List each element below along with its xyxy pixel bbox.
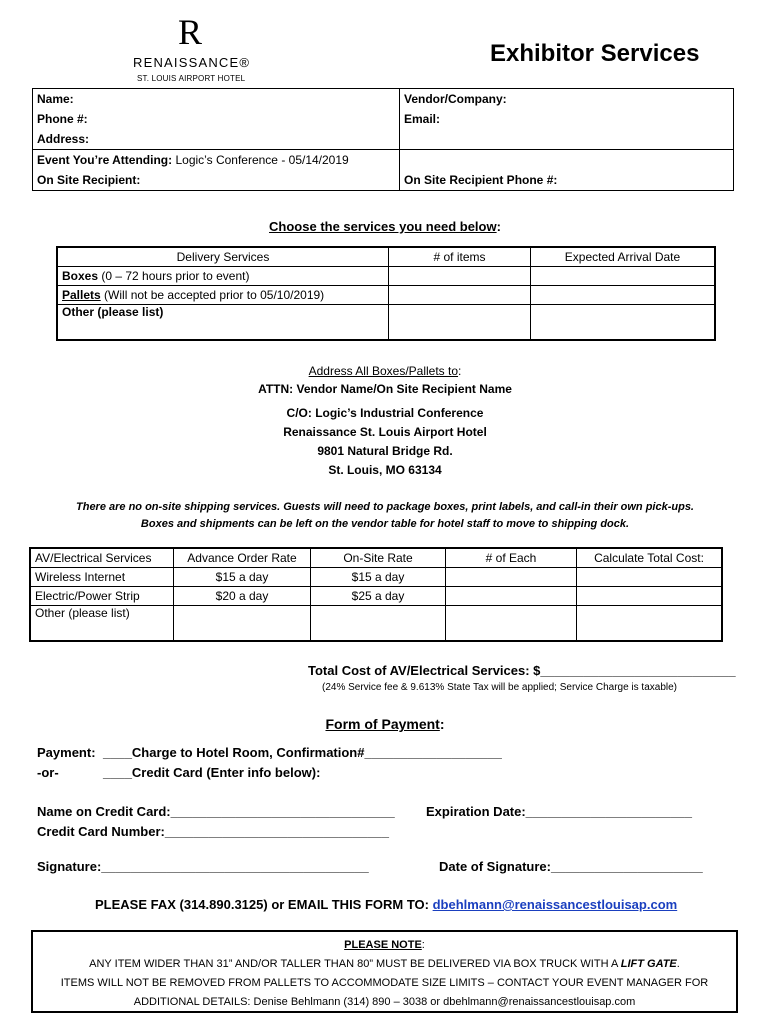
pallets-arrival-field[interactable] xyxy=(531,286,716,305)
av-row-label[interactable]: Other (please list) xyxy=(30,606,174,642)
av-total-field[interactable] xyxy=(577,606,723,642)
signature-date-field[interactable]: Date of Signature:_____________________ xyxy=(439,859,703,874)
contact-info-table xyxy=(32,88,734,191)
payment-heading: Form of Payment: xyxy=(325,716,445,732)
expiration-field[interactable]: Expiration Date:_______________________ xyxy=(426,804,692,819)
email-link[interactable]: dbehlmann@renaissancestlouisap.com xyxy=(432,897,678,912)
shipping-note: There are no on-site shipping services. Guests will need to package boxes, print labels, and call-in their own pick-ups. xyxy=(76,501,694,513)
recipient-label[interactable]: On Site Recipient: xyxy=(33,170,400,191)
av-services-table xyxy=(29,547,723,642)
av-header-onsite: On-Site Rate xyxy=(311,548,446,568)
other-items-field[interactable] xyxy=(389,305,531,341)
av-count-field[interactable] xyxy=(446,587,577,606)
av-total-field[interactable] xyxy=(577,568,723,587)
av-header-advance: Advance Order Rate xyxy=(174,548,311,568)
pallets-items-field[interactable] xyxy=(389,286,531,305)
address-line: St. Louis, MO 63134 xyxy=(328,463,442,477)
table-row xyxy=(57,286,715,305)
delivery-row-other[interactable]: Other (please list) xyxy=(57,305,389,341)
fax-line: PLEASE FAX (314.890.3125) or EMAIL THIS FORM TO: dbehlmann@renaissancestlouisap.com xyxy=(95,897,678,912)
av-count-field[interactable] xyxy=(446,568,577,587)
charge-room-option[interactable]: ____Charge to Hotel Room, Confirmation#___________________ xyxy=(103,745,502,760)
fee-note: (24% Service fee & 9.613% State Tax will be applied; Service Charge is taxable) xyxy=(322,682,678,693)
address-label[interactable]: Address: xyxy=(33,129,400,150)
av-header-count: # of Each xyxy=(446,548,577,568)
av-header-service: AV/Electrical Services xyxy=(30,548,174,568)
address-heading: Address All Boxes/Pallets to: xyxy=(308,364,462,378)
page-title: Exhibitor Services xyxy=(490,40,700,67)
av-total-line[interactable]: Total Cost of AV/Electrical Services: $___________________________ xyxy=(308,663,736,678)
address-line: C/O: Logic’s Industrial Conference xyxy=(286,406,484,420)
address-line: ATTN: Vendor Name/On Site Recipient Name xyxy=(258,382,512,396)
av-onsite-rate: $25 a day xyxy=(311,587,446,606)
vendor-label[interactable]: Vendor/Company: xyxy=(400,89,734,110)
table-row xyxy=(30,568,722,587)
delivery-services-table xyxy=(56,246,716,341)
av-advance-rate: $15 a day xyxy=(174,568,311,587)
email-label[interactable]: Email: xyxy=(400,109,734,129)
notice-heading: PLEASE NOTE: xyxy=(344,939,425,951)
av-advance-rate[interactable] xyxy=(174,606,311,642)
signature-field[interactable]: Signature:_____________________________________ xyxy=(37,859,369,874)
av-row-label: Electric/Power Strip xyxy=(30,587,174,606)
delivery-header-service: Delivery Services xyxy=(57,247,389,267)
av-total-field[interactable] xyxy=(577,587,723,606)
table-row xyxy=(57,267,715,286)
card-name-field[interactable]: Name on Credit Card:_______________________________ xyxy=(37,804,395,819)
notice-line: ANY ITEM WIDER THAN 31” AND/OR TALLER THAN 80” MUST BE DELIVERED VIA BOX TRUCK WITH A LIFT GATE. xyxy=(89,958,680,970)
services-heading: Choose the services you need below: xyxy=(269,219,501,234)
table-row xyxy=(30,587,722,606)
delivery-row-pallets: Pallets (Will not be accepted prior to 05/10/2019) xyxy=(57,286,389,305)
other-arrival-field[interactable] xyxy=(531,305,716,341)
notice-box xyxy=(31,930,738,1013)
av-onsite-rate[interactable] xyxy=(311,606,446,642)
credit-card-option[interactable]: ____Credit Card (Enter info below): xyxy=(103,765,321,780)
boxes-items-field[interactable] xyxy=(389,267,531,286)
table-row xyxy=(30,606,722,642)
event-field[interactable] xyxy=(33,150,400,171)
card-number-field[interactable]: Credit Card Number:_______________________________ xyxy=(37,824,389,839)
phone-label[interactable]: Phone #: xyxy=(33,109,400,129)
shipping-note: Boxes and shipments can be left on the vendor table for hotel staff to move to shipping dock. xyxy=(140,518,630,530)
av-row-label: Wireless Internet xyxy=(30,568,174,587)
address-line: Renaissance St. Louis Airport Hotel xyxy=(283,425,487,439)
delivery-header-items: # of items xyxy=(389,247,531,267)
logo-name: RENAISSANCE® xyxy=(133,55,251,70)
name-label[interactable]: Name: xyxy=(33,89,400,110)
payment-prefix: Payment: xyxy=(37,745,96,760)
boxes-arrival-field[interactable] xyxy=(531,267,716,286)
event-label: Event You’re Attending: xyxy=(37,153,173,167)
av-onsite-rate: $15 a day xyxy=(311,568,446,587)
logo-subtitle: ST. LOUIS AIRPORT HOTEL xyxy=(137,74,246,83)
notice-line: ITEMS WILL NOT BE REMOVED FROM PALLETS TO ACCOMMODATE SIZE LIMITS – CONTACT YOUR EVENT MANAGER FOR xyxy=(60,977,709,989)
address-line: 9801 Natural Bridge Rd. xyxy=(317,444,453,458)
event-value: Logic’s Conference - 05/14/2019 xyxy=(175,153,349,167)
table-row xyxy=(57,305,715,341)
delivery-header-arrival: Expected Arrival Date xyxy=(531,247,716,267)
logo-letter: R xyxy=(178,12,203,52)
av-advance-rate: $20 a day xyxy=(174,587,311,606)
delivery-row-boxes: Boxes (0 – 72 hours prior to event) xyxy=(57,267,389,286)
recipient-phone-label[interactable]: On Site Recipient Phone #: xyxy=(400,170,734,191)
av-count-field[interactable] xyxy=(446,606,577,642)
av-header-total: Calculate Total Cost: xyxy=(577,548,723,568)
or-label: -or- xyxy=(37,765,59,780)
notice-line: ADDITIONAL DETAILS: Denise Behlmann (314) 890 – 3038 or dbehlmann@renaissancestlouisap.com xyxy=(133,996,636,1008)
